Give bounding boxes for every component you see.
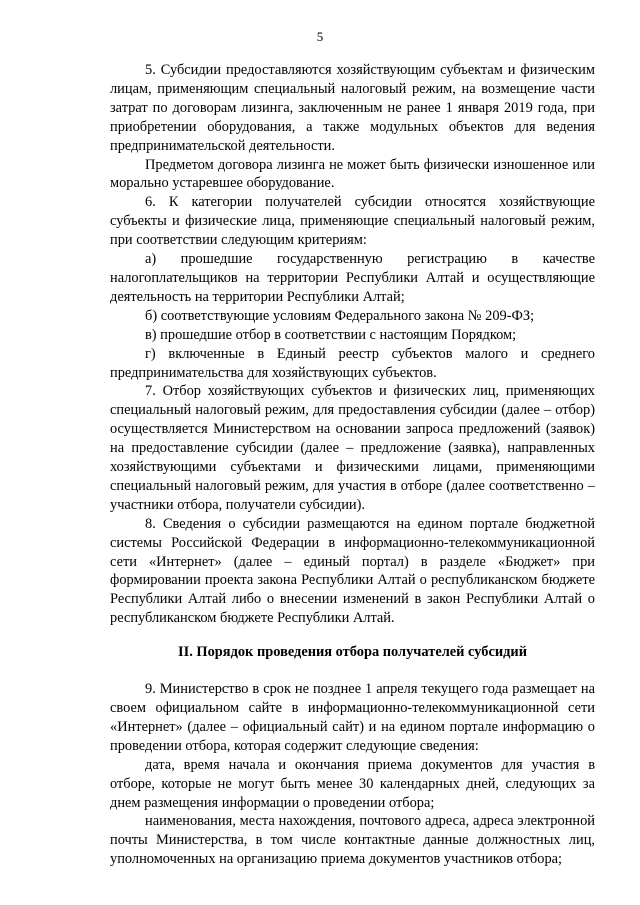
paragraph-leasing-subject: Предметом договора лизинга не может быть физически изношенное или морально устаревшее оборудование.	[110, 156, 595, 192]
paragraph-item-7: 7. Отбор хозяйствующих субъектов и физических лиц, применяющих специальный налоговый режим, для предоставления субсидии (далее – отбор) осуществляется Министерством на основании запроса предложений (заявок) на предоставление субсидии (далее – предложение (заявка), направленных хозяйствующими субъектами и физическими лицами, применяющими специальный налоговый режим, для участия в отборе (далее соответственно – участники отбора, получатели субсидии).	[110, 383, 595, 513]
criterion-a: а) прошедшие государственную регистрацию в качестве налогоплательщиков на территории Республики Алтай и осуществляющие деятельность на территории Республики Алтай;	[110, 251, 595, 305]
paragraph-item-8: 8. Сведения о субсидии размещаются на едином портале бюджетной системы Российской Федерации в информационно-телекоммуникационной сети «Интернет» (далее – единый портал) в разделе «Бюджет» при формировании проекта закона Республики Алтай о республиканском бюджете Республики Алтай либо о внесении изменений в закон Республики Алтай о республиканском бюджете Республики Алтай.	[110, 515, 595, 627]
paragraph-item-9: 9. Министерство в срок не позднее 1 апреля текущего года размещает на своем официальном сайте в информационно-телекоммуникационной сети «Интернет» (далее – официальный сайт) и на едином портале информацию о проведении отбора, которая содержит следующие сведения:	[110, 681, 595, 754]
criterion-g: г) включенные в Единый реестр субъектов малого и среднего предпринимательства для хозяйствующих субъектов.	[110, 345, 595, 381]
info-contacts: наименования, места нахождения, почтового адреса, адреса электронной почты Министерства, в том числе контактные данные должностных лиц, уполномоченных на организацию приема документов участников отбора;	[110, 813, 595, 868]
page-number: 5	[316, 29, 324, 44]
section-heading: II. Порядок проведения отбора получателей субсидий	[178, 644, 527, 661]
paragraph-item-5: 5. Субсидии предоставляются хозяйствующим субъектам и физическим лицам, применяющим специальный налоговый режим, на возмещение части затрат по договорам лизинга, заключенным не ранее 1 января 2019 года, при приобретении оборудования, а также модульных объектов для ведения предпринимательской деятельности.	[110, 62, 595, 154]
info-dates: дата, время начала и окончания приема документов для участия в отборе, которые не могут быть менее 30 календарных дней, следующих за днем размещения информации о проведении отбора;	[110, 756, 595, 811]
criterion-v: в) прошедшие отбор в соответствии с настоящим Порядком;	[145, 326, 517, 343]
paragraph-item-6: 6. К категории получателей субсидии относятся хозяйствующие субъекты и физические лица, применяющие специальный налоговый режим, при соответствии следующим критериям:	[110, 194, 595, 249]
criterion-b: б) соответствующие условиям Федерального закона № 209-ФЗ;	[145, 307, 535, 324]
document-body	[110, 61, 595, 869]
